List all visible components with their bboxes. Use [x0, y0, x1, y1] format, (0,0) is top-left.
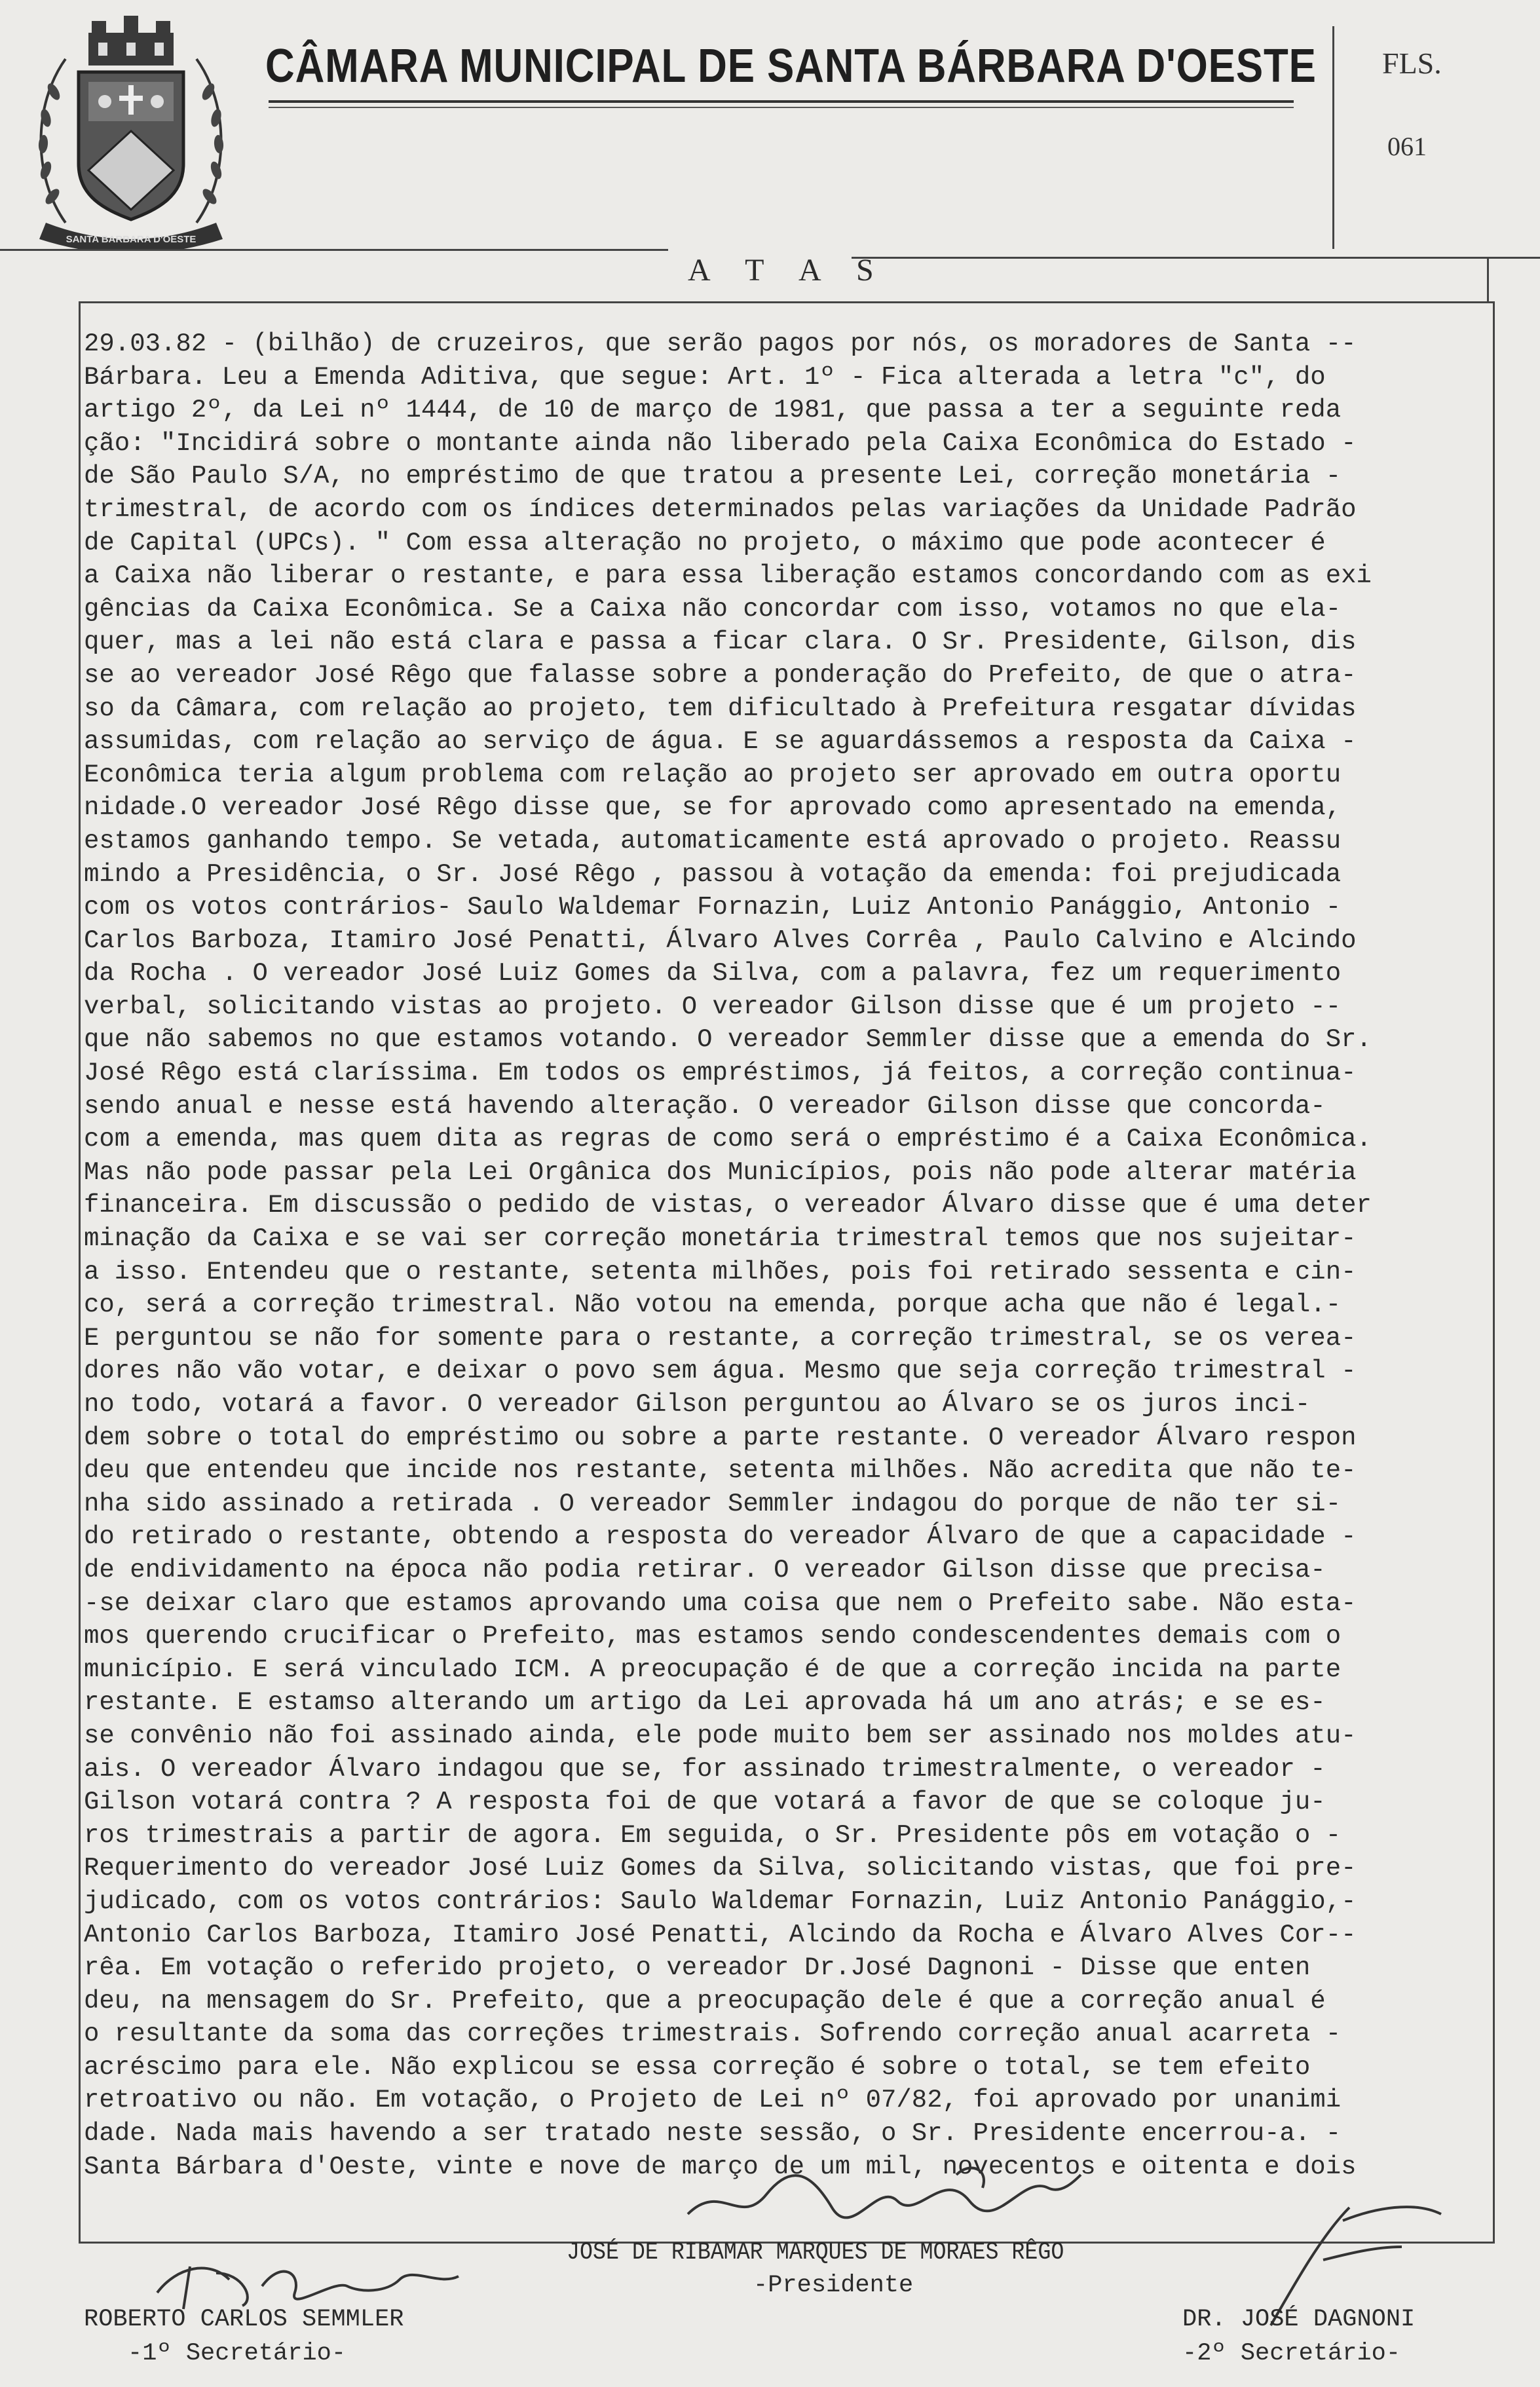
- minutes-line: Antonio Carlos Barboza, Itamiro José Penatti, Alcindo da Rocha e Álvaro Alves Cor--: [84, 1920, 1357, 1949]
- header-bottom-rule-left: [0, 249, 668, 251]
- minutes-line: de Capital (UPCs). " Com essa alteração no projeto, o máximo que pode acontecer é: [84, 528, 1326, 557]
- minutes-line: Econômica teria algum problema com relação ao projeto ser aprovado em outra oportu: [84, 760, 1342, 789]
- minutes-line: Gilson votará contra ? A resposta foi de que votará a favor de que se coloque ju-: [84, 1788, 1326, 1817]
- minutes-line: ros trimestrais a partir de agora. Em seguida, o Sr. Presidente pôs em votação o -: [84, 1820, 1342, 1850]
- minutes-line: nidade.O vereador José Rêgo disse que, se for aprovado como apresentado na emenda,: [84, 793, 1342, 823]
- minutes-line: dade. Nada mais havendo a ser tratado neste sessão, o Sr. Presidente encerrou-a. -: [84, 2119, 1342, 2149]
- president-role: -Presidente: [753, 2272, 914, 2299]
- minutes-line: sendo anual e nesse está havendo alteração. O vereador Gilson disse que concorda-: [84, 1091, 1326, 1121]
- minutes-line: Mas não pode passar pela Lei Orgânica dos Municípios, pois não pode alterar matéria: [84, 1157, 1357, 1187]
- minutes-line: 29.03.82 - (bilhão) de cruzeiros, que serão pagos por nós, os moradores de Santa --: [84, 329, 1357, 358]
- minutes-line: a Caixa não liberar o restante, e para essa liberação estamos concordando com as exi: [84, 561, 1372, 591]
- section-title: A T A S: [688, 253, 888, 288]
- minutes-line: trimestral, de acordo com os índices determinados pelas variações da Unidade Padrão: [84, 495, 1357, 524]
- minutes-line: financeira. Em discussão o pedido de vistas, o vereador Álvaro disse que é uma deter: [84, 1191, 1372, 1220]
- minutes-line: mos querendo crucificar o Prefeito, mas estamos sendo condescendentes demais com o: [84, 1622, 1342, 1651]
- minutes-line: no todo, votará a favor. O vereador Gilson perguntou ao Álvaro se os juros inci-: [84, 1390, 1311, 1419]
- folio-label: FLS.: [1382, 47, 1442, 80]
- svg-text:SANTA BARBARA D'OESTE: SANTA BARBARA D'OESTE: [66, 234, 197, 245]
- minutes-line: ção: "Incidirá sobre o montante ainda não liberado pela Caixa Econômica do Estado -: [84, 428, 1357, 458]
- minutes-line: quer, mas a lei não está clara e passa a ficar clara. O Sr. Presidente, Gilson, dis: [84, 628, 1357, 657]
- minutes-line: José Rêgo está claríssima. Em todos os empréstimos, já feitos, a correção continua-: [84, 1059, 1357, 1088]
- minutes-line: de São Paulo S/A, no empréstimo de que tratou a presente Lei, correção monetária -: [84, 462, 1342, 491]
- minutes-line: Carlos Barboza, Itamiro José Penatti, Álvaro Alves Corrêa , Paulo Calvino e Alcindo: [84, 926, 1357, 955]
- minutes-line: com a emenda, mas quem dita as regras de como será o empréstimo é a Caixa Econômica.: [84, 1125, 1372, 1154]
- minutes-line: retroativo ou não. Em votação, o Projeto de Lei nº 07/82, foi aprovado por unanimi: [84, 2086, 1342, 2115]
- minutes-line: ais. O vereador Álvaro indagou que se, for assinado trimestralmente, o vereador -: [84, 1754, 1326, 1784]
- minutes-line: mindo a Presidência, o Sr. José Rêgo , passou à votação da emenda: foi prejudicada: [84, 859, 1342, 889]
- minutes-line: rêa. Em votação o referido projeto, o vereador Dr.José Dagnoni - Disse que enten: [84, 1953, 1311, 1983]
- header-bottom-rule-right: [852, 257, 1540, 259]
- minutes-line: Santa Bárbara d'Oeste, vinte e nove de março de um mil, novecentos e oitenta e dois: [84, 2152, 1357, 2181]
- second-secretary-name: DR. JOSÉ DAGNONI: [1182, 2306, 1416, 2333]
- frame-connector: [1487, 259, 1489, 301]
- minutes-line: do retirado o restante, obtendo a resposta do vereador Álvaro de que a capacidade -: [84, 1522, 1357, 1552]
- minutes-line: -se deixar claro que estamos aprovando uma coisa que nem o Prefeito sabe. Não esta-: [84, 1588, 1357, 1618]
- second-secretary-role: -2º Secretário-: [1182, 2340, 1401, 2367]
- minutes-line: de endividamento na época não podia retirar. O vereador Gilson disse que precisa-: [84, 1555, 1326, 1585]
- minutes-line: município. E será vinculado ICM. A preocupação é de que a correção incida na parte: [84, 1655, 1342, 1684]
- minutes-line: minação da Caixa e se vai ser correção monetária trimestral temos que nos sujeitar-: [84, 1224, 1357, 1254]
- minutes-line: nha sido assinado a retirada . O vereador Semmler indagou do porque de não ter si-: [84, 1489, 1342, 1518]
- heading-rule: [269, 100, 1294, 103]
- first-secretary-role: -1º Secretário-: [128, 2340, 347, 2367]
- minutes-line: dem sobre o total do empréstimo ou sobre a parte restante. O vereador Álvaro respon: [84, 1423, 1357, 1452]
- folio-divider: [1332, 26, 1334, 249]
- minutes-line: da Rocha . O vereador José Luiz Gomes da Silva, com a palavra, fez um requerimento: [84, 959, 1342, 988]
- municipal-coat-of-arms-icon: [26, 7, 236, 249]
- minutes-line: o resultante da soma das correções trimestrais. Sofrendo correção anual acarreta -: [84, 2020, 1342, 2049]
- minutes-line: co, será a correção trimestral. Não votou na emenda, porque acha que não é legal.-: [84, 1290, 1342, 1320]
- minutes-line: com os votos contrários- Saulo Waldemar Fornazin, Luiz Antonio Panággio, Antonio -: [84, 893, 1342, 922]
- minutes-line: Requerimento do vereador José Luiz Gomes da Silva, solicitando vistas, que foi pre-: [84, 1854, 1357, 1883]
- minutes-line: deu, na mensagem do Sr. Prefeito, que a preocupação dele é que a correção anual é: [84, 1986, 1326, 2016]
- minutes-line: verbal, solicitando vistas ao projeto. O vereador Gilson disse que é um projeto --: [84, 992, 1342, 1021]
- minutes-line: se ao vereador José Rêgo que falasse sobre a ponderação do Prefeito, de que o atra-: [84, 660, 1357, 690]
- minutes-line: restante. E estamso alterando um artigo da Lei aprovada há um ano atrás; e se es-: [84, 1688, 1326, 1718]
- minutes-line: estamos ganhando tempo. Se vetada, automaticamente está aprovado o projeto. Reassu: [84, 826, 1342, 855]
- president-name: JOSÉ DE RIBAMAR MARQUES DE MORAES RÊGO: [567, 2239, 1064, 2266]
- minutes-line: acréscimo para ele. Não explicou se essa correção é sobre o total, se tem efeito: [84, 2052, 1311, 2082]
- minutes-line: se convênio não foi assinado ainda, ele pode muito bem ser assinado nos moldes atu-: [84, 1721, 1357, 1750]
- minutes-line: gências da Caixa Econômica. Se a Caixa não concordar com isso, votamos no que ela-: [84, 594, 1342, 624]
- first-secretary-name: ROBERTO CARLOS SEMMLER: [84, 2306, 404, 2333]
- minutes-line: artigo 2º, da Lei nº 1444, de 10 de março de 1981, que passa a ter a seguinte reda: [84, 396, 1342, 425]
- chamber-name-heading: CÂMARA MUNICIPAL DE SANTA BÁRBARA D'OESTE: [265, 40, 1317, 92]
- minutes-body: [84, 328, 1466, 2183]
- minutes-line: assumidas, com relação ao serviço de água. E se aguardássemos a resposta da Caixa -: [84, 727, 1357, 757]
- minutes-line: a isso. Entendeu que o restante, setenta milhões, pois foi retirado sessenta e cin-: [84, 1257, 1357, 1287]
- minutes-line: que não sabemos no que estamos votando. O vereador Semmler disse que a emenda do Sr.: [84, 1025, 1372, 1055]
- minutes-line: dores não vão votar, e deixar o povo sem água. Mesmo que seja correção trimestral -: [84, 1357, 1357, 1386]
- minutes-line: deu que entendeu que incide nos restante, setenta milhões. Não acredita que não te-: [84, 1456, 1357, 1486]
- heading-rule-thin: [269, 107, 1294, 108]
- minutes-line: E perguntou se não for somente para o restante, a correção trimestral, se os verea-: [84, 1323, 1357, 1353]
- folio-number: 061: [1387, 132, 1427, 161]
- minutes-line: so da Câmara, com relação ao projeto, tem dificultado à Prefeitura resgatar dívidas: [84, 694, 1357, 723]
- minutes-line: Bárbara. Leu a Emenda Aditiva, que segue: Art. 1º - Fica alterada a letra "c", do: [84, 362, 1326, 392]
- minutes-line: judicado, com os votos contrários: Saulo Waldemar Fornazin, Luiz Antonio Panággio,-: [84, 1887, 1357, 1916]
